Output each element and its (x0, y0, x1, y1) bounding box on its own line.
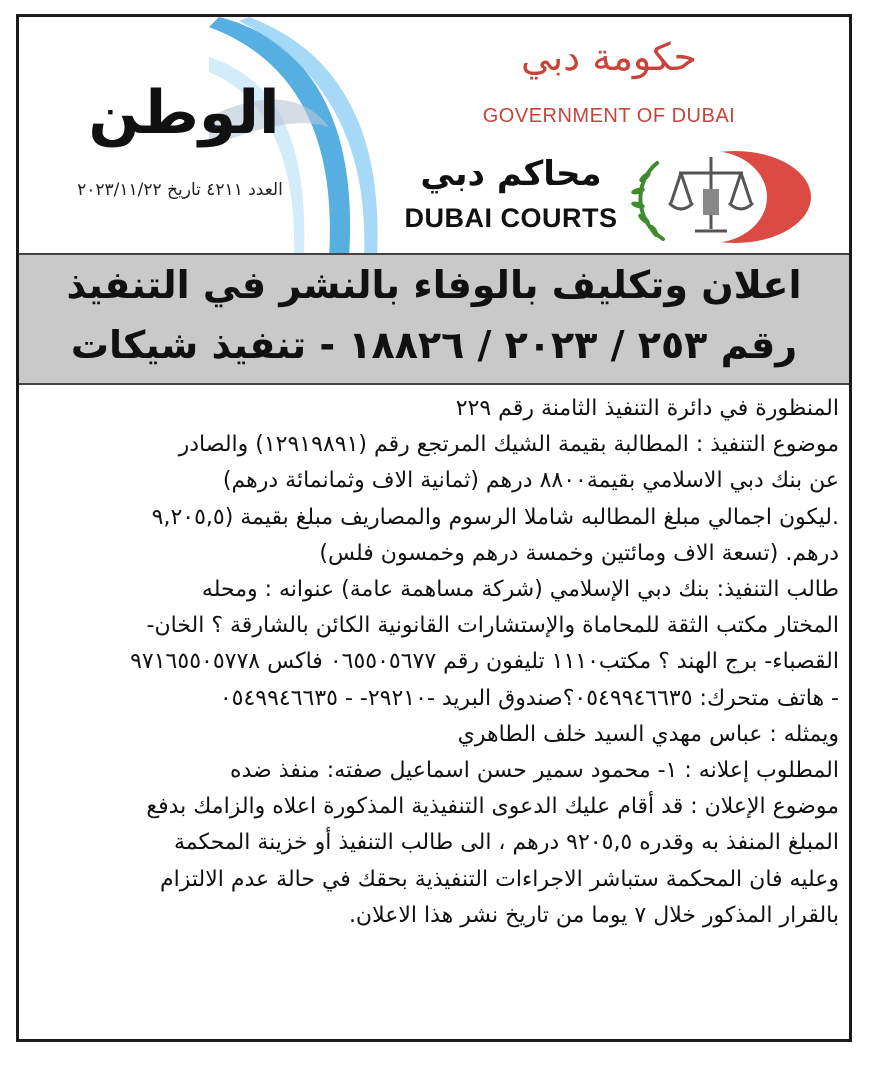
body-line: طالب التنفيذ: بنك دبي الإسلامي (شركة مساهمة عامة) عنوانه : ومحله (201, 577, 839, 603)
issue-number-date: العدد ٤٢١١ تاريخ ٢٠٢٣/١١/٢٢ (77, 180, 283, 200)
body-line: ويمثله : عباس مهدي السيد خلف الطاهري (457, 721, 839, 747)
scales-of-justice-icon (623, 143, 813, 247)
body-line: عن بنك دبي الاسلامي بقيمة٨٨٠٠ درهم (ثمانية الاف وثمانمائة درهم) (222, 468, 839, 494)
body-line: القصباء- برج الهند ؟ مكتب١١١٠ تليفون رقم ٠٦٥٥٠٥٦٧٧ فاكس ٩٧١٦٥٥٠٥٧٧٨ (130, 649, 839, 675)
government-of-dubai-english: GOVERNMENT OF DUBAI (482, 105, 736, 127)
dubai-courts-arabic: محاكم دبي (420, 154, 602, 194)
notice-frame (16, 14, 852, 1042)
body-line: المختار مكتب الثقة للمحاماة والإستشارات القانونية الكائن بالشارقة ؟ الخان- (146, 613, 839, 639)
body-line: موضوع الإعلان : قد أقام عليك الدعوى التنفيذية المذكورة اعلاه والزامك بدفع (146, 794, 839, 820)
notice-title (19, 253, 849, 385)
title-line-2: رقم ٢٥٣ / ٢٠٢٣ / ١٨٨٢٦ - تنفيذ شيكات (70, 323, 798, 367)
dubai-courts-english: DUBAI COURTS (404, 203, 618, 233)
body-line: بالقرار المذكور خلال ٧ يوما من تاريخ نشر هذا الاعلان. (348, 902, 839, 928)
body-line: موضوع التنفيذ : المطالبة بقيمة الشيك المرتجع رقم (١٢٩١٩٨٩١) والصادر (178, 432, 839, 458)
body-line: - هاتف متحرك: ٠٥٤٩٩٤٦٦٣٥؟صندوق البريد -٢٩٢١٠- - ٠٥٤٩٩٤٦٦٣٥ (219, 685, 839, 711)
body-line: .ليكون اجمالي مبلغ المطالبه شاملا الرسوم والمصاريف مبلغ بقيمة (٩,٢٠٥,٥ (151, 504, 839, 530)
title-line-1: اعلان وتكليف بالوفاء بالنشر في التنفيذ (66, 263, 802, 307)
body-line: المبلغ المنفذ به وقدره ٩٢٠٥,٥ درهم ، الى طالب التنفيذ أو خزينة المحكمة (173, 830, 839, 856)
government-of-dubai-arabic: حكومة دبي (520, 35, 698, 79)
body-line: وعليه فان المحكمة ستباشر الاجراءات التنفيذية بحقك في حالة عدم الالتزام (160, 866, 839, 892)
newspaper-logo: الوطن (88, 78, 280, 148)
body-line: المنظورة في دائرة التنفيذ الثامنة رقم ٢٢٩ (455, 396, 839, 421)
body-line: درهم. (تسعة الاف ومائتين وخمسة درهم وخمسون فلس) (319, 540, 839, 566)
notice-body (29, 391, 839, 934)
body-line: المطلوب إعلانه : ١- محمود سمير حسن اسماعيل صفته: منفذ ضده (229, 758, 839, 784)
